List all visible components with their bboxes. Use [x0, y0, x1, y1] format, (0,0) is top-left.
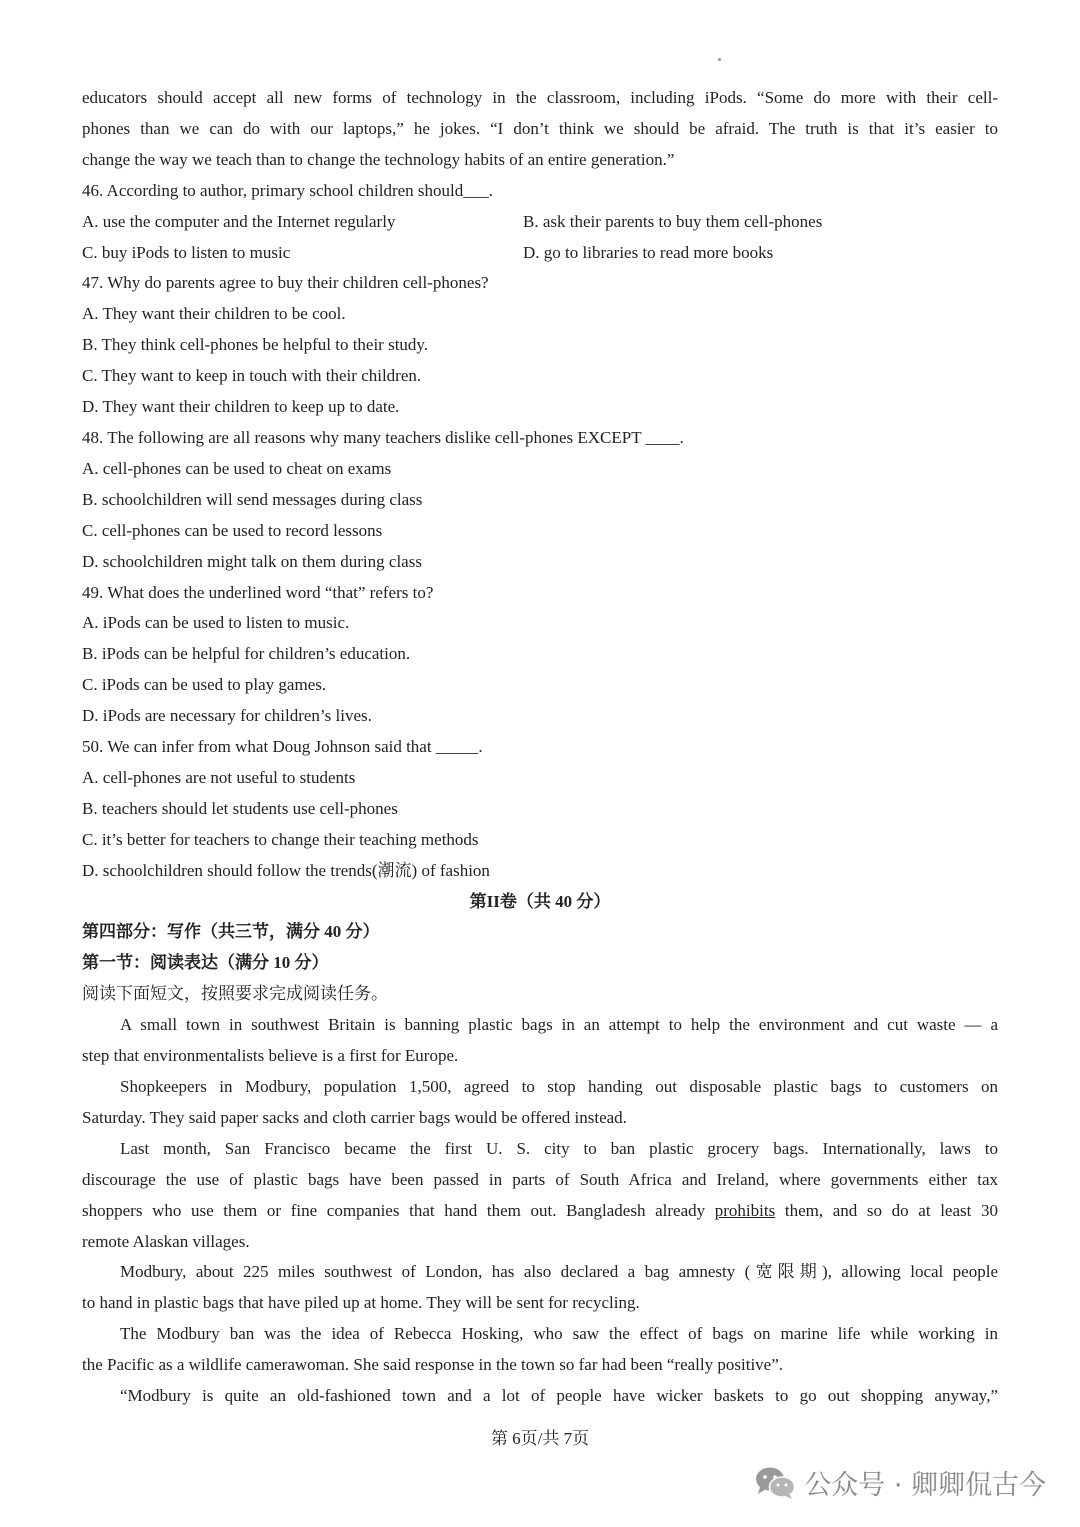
page-footer: 第 6页/共 7页: [490, 1429, 590, 1448]
question-47-option: C. They want to keep in touch with their children.: [82, 366, 422, 386]
scan-speck: [718, 58, 721, 61]
wechat-icon: [754, 1465, 796, 1501]
reading-text: them, and so do at least 30: [775, 1200, 998, 1220]
passage-line: educators should accept all new forms of technology in the classroom, including iPods. “Some do more with their cell-: [82, 88, 998, 107]
question-50-option: A. cell-phones are not useful to students: [82, 767, 356, 787]
option-d: D. go to libraries to read more books: [523, 242, 774, 262]
reading-line: step that environmentalists believe is a first for Europe.: [82, 1046, 459, 1066]
reading-text: shoppers who use them or fine companies that hand them out. Bangladesh already: [82, 1200, 715, 1220]
question-47-option: A. They want their children to be cool.: [82, 304, 346, 324]
watermark-text: 公众号 · 卿卿侃古今: [804, 1470, 1046, 1501]
instruction-text: 阅读下面短文，按照要求完成阅读任务。: [82, 984, 388, 1005]
question-47-option: D. They want their children to keep up to date.: [82, 397, 400, 417]
question-48-option: D. schoolchildren might talk on them during class: [82, 551, 422, 571]
question-49-option: B. iPods can be helpful for children’s education.: [82, 644, 411, 664]
reading-line: discourage the use of plastic bags have been passed in parts of South Africa and Ireland, where governments either tax: [82, 1169, 998, 1189]
section-title: 第II卷（共 40 分）: [469, 891, 611, 911]
reading-line: A small town in southwest Britain is banning plastic bags in an attempt to help the environment and cut waste — a: [120, 1015, 998, 1035]
reading-line: [82, 1196, 998, 1227]
question-48-option: B. schoolchildren will send messages during class: [82, 489, 423, 509]
reading-line: Modbury, about 225 miles southwest of London, has also declared a bag amnesty (宽限期), allowing local people: [120, 1262, 998, 1282]
reading-line: Shopkeepers in Modbury, population 1,500, agreed to stop handing out disposable plastic bags to customers on: [120, 1077, 998, 1096]
question-50-option: B. teachers should let students use cell-phones: [82, 798, 398, 818]
question-46-stem: 46. According to author, primary school children should___.: [82, 180, 494, 200]
reading-line: “Modbury is quite an old-fashioned town and a lot of people have wicker baskets to go out shopping anyway,”: [120, 1386, 998, 1406]
passage-line: change the way we teach than to change the technology habits of an entire generation.”: [82, 149, 675, 169]
question-47-option: B. They think cell-phones be helpful to their study.: [82, 335, 429, 355]
question-50-option: D. schoolchildren should follow the trends(潮流) of fashion: [82, 860, 490, 880]
question-48-stem: 48. The following are all reasons why many teachers dislike cell-phones EXCEPT ____.: [82, 427, 684, 447]
question-50-option: C. it’s better for teachers to change their teaching methods: [82, 829, 479, 849]
reading-line: the Pacific as a wildlife camerawoman. She said response in the town so far had been “really positive”.: [82, 1355, 784, 1375]
question-49-option: D. iPods are necessary for children’s lives.: [82, 706, 372, 726]
underlined-word: prohibits: [714, 1200, 776, 1220]
option-b: B. ask their parents to buy them cell-phones: [523, 211, 823, 231]
part-title: 第四部分：写作（共三节，满分 40 分）: [82, 922, 380, 942]
question-48-option: A. cell-phones can be used to cheat on exams: [82, 458, 392, 478]
reading-line: Saturday. They said paper sacks and cloth carrier bags would be offered instead.: [82, 1107, 627, 1127]
question-49-stem: 49. What does the underlined word “that” refers to?: [82, 582, 434, 602]
question-46-options-row2: [82, 238, 998, 269]
passage-line: phones than we can do with our laptops,” he jokes. “I don’t think we should be afraid. The truth is that it’s easier to: [82, 118, 998, 138]
option-c: C. buy iPods to listen to music: [82, 242, 291, 262]
question-49-option: A. iPods can be used to listen to music.: [82, 613, 350, 633]
reading-line: remote Alaskan villages.: [82, 1231, 250, 1251]
question-48-option: C. cell-phones can be used to record lessons: [82, 520, 383, 540]
reading-line: Last month, San Francisco became the first U. S. city to ban plastic grocery bags. Internationally, laws to: [120, 1138, 998, 1158]
watermark: [754, 1463, 1046, 1502]
question-49-option: C. iPods can be used to play games.: [82, 675, 327, 695]
reading-line: to hand in plastic bags that have piled up at home. They will be sent for recycling.: [82, 1293, 640, 1313]
subsection-title: 第一节：阅读表达（满分 10 分）: [82, 953, 329, 973]
question-47-stem: 47. Why do parents agree to buy their children cell-phones?: [82, 273, 489, 293]
question-46-options-row1: [82, 207, 998, 238]
option-a: A. use the computer and the Internet regularly: [82, 211, 396, 231]
question-50-stem: 50. We can infer from what Doug Johnson said that _____.: [82, 737, 483, 757]
reading-line: The Modbury ban was the idea of Rebecca Hosking, who saw the effect of bags on marine life while working in: [120, 1324, 998, 1344]
exam-page: [82, 83, 998, 1412]
